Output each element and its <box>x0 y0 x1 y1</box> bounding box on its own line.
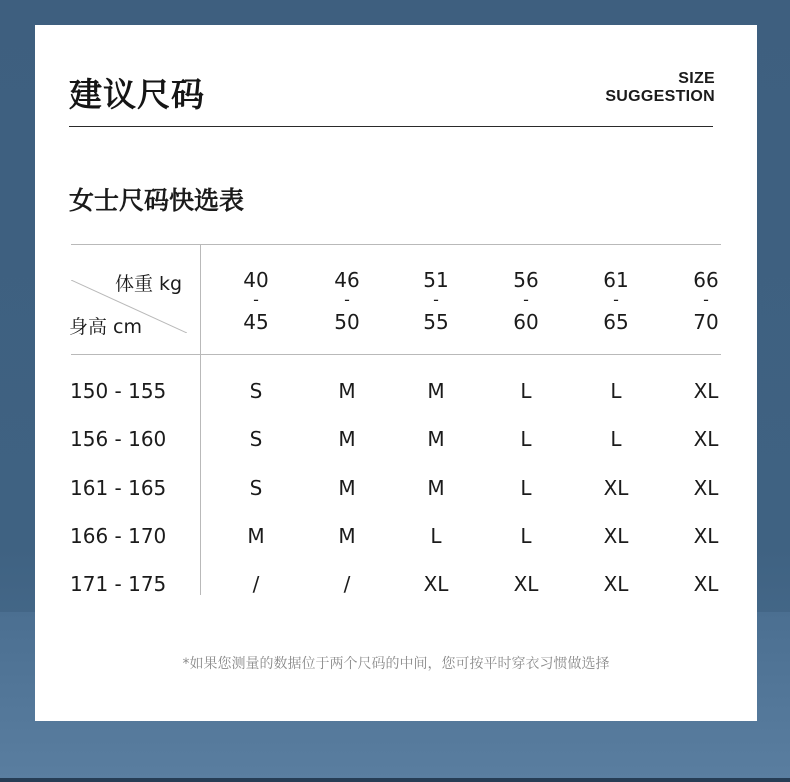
weight-high: 45 <box>243 310 269 334</box>
weight-column-header <box>676 270 736 332</box>
weight-axis-label: 体重 kg <box>115 273 183 295</box>
height-axis-label: 身高 cm <box>69 316 142 338</box>
size-cell: XL <box>693 572 719 596</box>
page-title: 建议尺码 <box>69 75 205 114</box>
weight-column-header <box>586 270 646 332</box>
size-cell: M <box>338 379 356 403</box>
table-header-divider <box>71 354 721 355</box>
weight-high: 60 <box>513 310 539 334</box>
weight-low: 56 <box>513 268 539 292</box>
size-cell: L <box>610 427 622 451</box>
weight-column-header <box>406 270 466 332</box>
size-cell: L <box>520 524 532 548</box>
size-cell: S <box>249 427 263 451</box>
size-cell: XL <box>423 572 449 596</box>
weight-column-header <box>317 270 377 332</box>
size-cell: XL <box>603 524 629 548</box>
weight-dash: - <box>344 290 350 309</box>
size-cell: XL <box>693 427 719 451</box>
size-cell: M <box>338 524 356 548</box>
table-top-border <box>71 244 721 245</box>
title-divider <box>69 126 713 127</box>
footnote: *如果您测量的数据位于两个尺码的中间，您可按平时穿衣习惯做选择 <box>182 656 610 672</box>
size-cell: M <box>338 476 356 500</box>
chart-subtitle: 女士尺码快选表 <box>69 186 245 215</box>
size-cell: M <box>338 427 356 451</box>
size-cell: XL <box>693 524 719 548</box>
size-cell: L <box>610 379 622 403</box>
size-cell: XL <box>513 572 539 596</box>
size-cell: / <box>252 572 260 596</box>
height-row-label: 171 - 175 <box>70 572 167 596</box>
weight-dash: - <box>703 290 709 309</box>
weight-low: 66 <box>693 268 719 292</box>
title-english-line1: SIZE <box>678 70 715 87</box>
size-cell: S <box>249 379 263 403</box>
weight-column-header <box>496 270 556 332</box>
weight-low: 61 <box>603 268 629 292</box>
size-cell: M <box>247 524 265 548</box>
weight-high: 55 <box>423 310 449 334</box>
weight-high: 50 <box>334 310 360 334</box>
size-card <box>35 25 757 721</box>
title-english <box>605 70 715 106</box>
size-cell: M <box>427 476 445 500</box>
size-cell: / <box>343 572 351 596</box>
table-column-divider <box>200 244 201 595</box>
size-cell: XL <box>603 476 629 500</box>
size-cell: L <box>430 524 442 548</box>
size-cell: M <box>427 379 445 403</box>
weight-high: 70 <box>693 310 719 334</box>
size-cell: XL <box>693 379 719 403</box>
height-row-label: 166 - 170 <box>70 524 167 548</box>
height-row-label: 161 - 165 <box>70 476 167 500</box>
weight-dash: - <box>613 290 619 309</box>
height-row-label: 156 - 160 <box>70 427 167 451</box>
background-bottom-line <box>0 778 790 782</box>
weight-dash: - <box>433 290 439 309</box>
weight-dash: - <box>523 290 529 309</box>
weight-high: 65 <box>603 310 629 334</box>
height-row-label: 150 - 155 <box>70 379 167 403</box>
weight-low: 46 <box>334 268 360 292</box>
size-cell: L <box>520 476 532 500</box>
weight-low: 40 <box>243 268 269 292</box>
size-cell: M <box>427 427 445 451</box>
weight-low: 51 <box>423 268 449 292</box>
size-cell: L <box>520 427 532 451</box>
size-cell: XL <box>693 476 719 500</box>
weight-column-header <box>226 270 286 332</box>
size-cell: XL <box>603 572 629 596</box>
size-cell: L <box>520 379 532 403</box>
title-english-line2: SUGGESTION <box>605 88 715 105</box>
weight-dash: - <box>253 290 259 309</box>
size-cell: S <box>249 476 263 500</box>
